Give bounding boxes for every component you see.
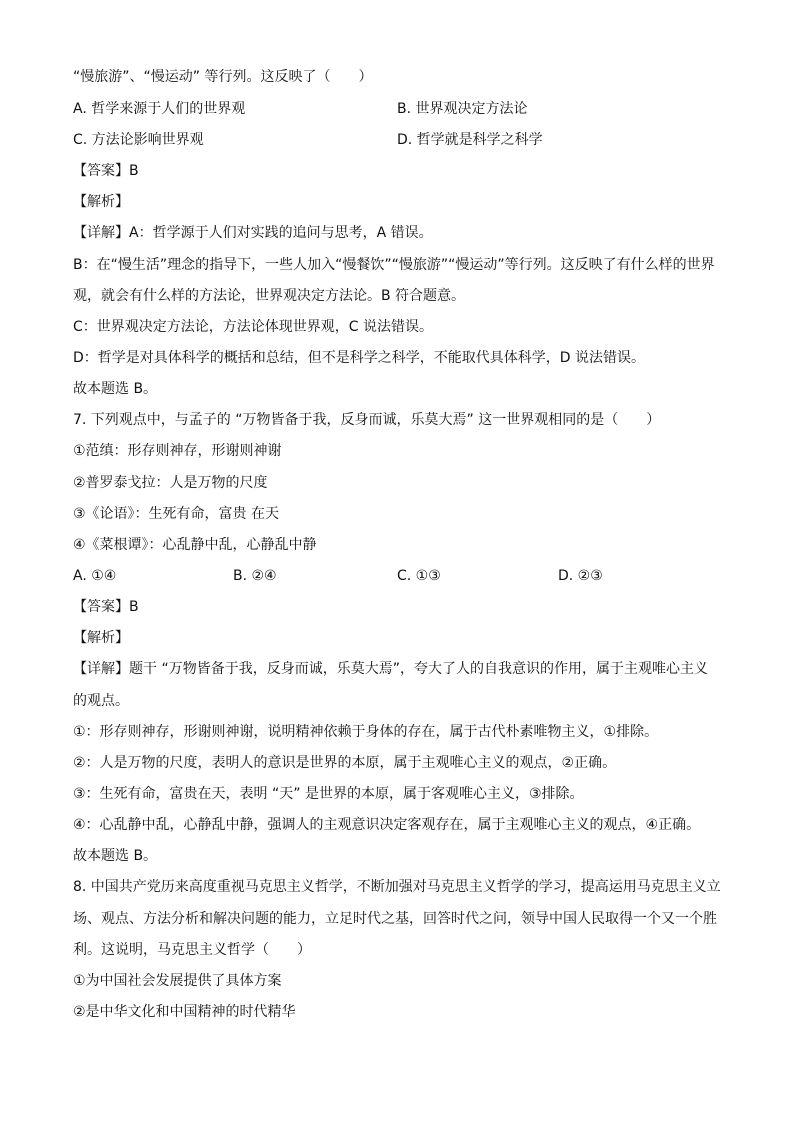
- q7-item: ①范缜：形存则神存，形谢则神谢: [73, 443, 282, 459]
- q6-detail-line: B：在“慢生活”理念的指导下，一些人加入“慢餐饮”“慢旅游”“慢运动”等行列。这反映了有什么样的世界: [73, 257, 715, 273]
- q8-item: ②是中华文化和中国精神的时代精华: [73, 1004, 296, 1020]
- q6-option-d: D. 哲学就是科学之科学: [397, 132, 543, 148]
- q6-option-b: B. 世界观决定方法论: [397, 101, 528, 117]
- q7-detail-line: 故本题选 B。: [73, 848, 158, 864]
- q8-stem-line: 场、观点、方法分析和解决问题的能力，立足时代之基，回答时代之问，领导中国人民取得一个又一个胜: [73, 911, 717, 927]
- q6-detail-line: 观，就会有什么样的方法论，世界观决定方法论。B 符合题意。: [73, 288, 466, 304]
- q7-detail-line: ②：人是万物的尺度，表明人的意识是世界的本原，属于主观唯心主义的观点，②正确。: [73, 755, 617, 771]
- q7-option-d: D. ②③: [558, 568, 603, 584]
- q7-analysis-heading: 【解析】: [73, 630, 129, 646]
- q6-detail-line: 故本题选 B。: [73, 381, 158, 397]
- q7-item: ②普罗泰戈拉：人是万物的尺度: [73, 475, 268, 491]
- q7-answer: 【答案】B: [73, 599, 139, 615]
- q6-answer: 【答案】B: [73, 163, 139, 179]
- q7-option-a: A. ①④: [73, 568, 117, 584]
- q7-detail-line: 【详解】题干 “万物皆备于我，反身而诚，乐莫大焉”，夸大了人的自我意识的作用，属于主观唯心主义: [73, 661, 708, 677]
- q7-item: ④《菜根谭》：心乱静中乱，心静乱中静: [73, 537, 317, 553]
- q7-detail-line: ①：形存则神存，形谢则神谢，说明精神依赖于身体的存在，属于古代朴素唯物主义，①排除。: [73, 724, 659, 740]
- q6-option-c: C. 方法论影响世界观: [73, 132, 204, 148]
- q6-detail-line: D：哲学是对具体科学的概括和总结，但不是科学之科学，不能取代具体科学，D 说法错误。: [73, 350, 646, 366]
- q7-detail-line: ③：生死有命，富贵在天，表明 “天” 是世界的本原，属于客观唯心主义，③排除。: [73, 786, 584, 802]
- q7-detail-line: ④：心乱静中乱，心静乱中静，强调人的主观意识决定客观存在，属于主观唯心主义的观点，④正确。: [73, 817, 701, 833]
- q6-stem-tail: “慢旅游”、“慢运动” 等行列。这反映了（ ）: [73, 69, 373, 85]
- q7-option-b: B. ②④: [233, 568, 277, 584]
- q8-stem-line: 8. 中国共产党历来高度重视马克思主义哲学，不断加强对马克思主义哲学的学习，提高运用马克思主义立: [73, 879, 721, 895]
- q7-item: ③《论语》：生死有命，富贵 在天: [73, 506, 280, 522]
- q6-detail-line: C：世界观决定方法论，方法论体现世界观，C 说法错误。: [73, 319, 433, 335]
- q6-detail-line: 【详解】A：哲学源于人们对实践的追问与思考，A 错误。: [73, 225, 433, 241]
- q7-option-c: C. ①③: [397, 568, 441, 584]
- q8-stem-line: 利。这说明，马克思主义哲学（ ）: [73, 942, 311, 958]
- q8-item: ①为中国社会发展提供了具体方案: [73, 973, 282, 989]
- q6-option-a: A. 哲学来源于人们的世界观: [73, 101, 246, 117]
- q6-analysis-heading: 【解析】: [73, 194, 129, 210]
- q7-stem: 7. 下列观点中，与孟子的 “万物皆备于我，反身而诚，乐莫大焉” 这一世界观相同的是（ ）: [73, 412, 661, 428]
- q7-detail-line: 的观点。: [73, 693, 129, 709]
